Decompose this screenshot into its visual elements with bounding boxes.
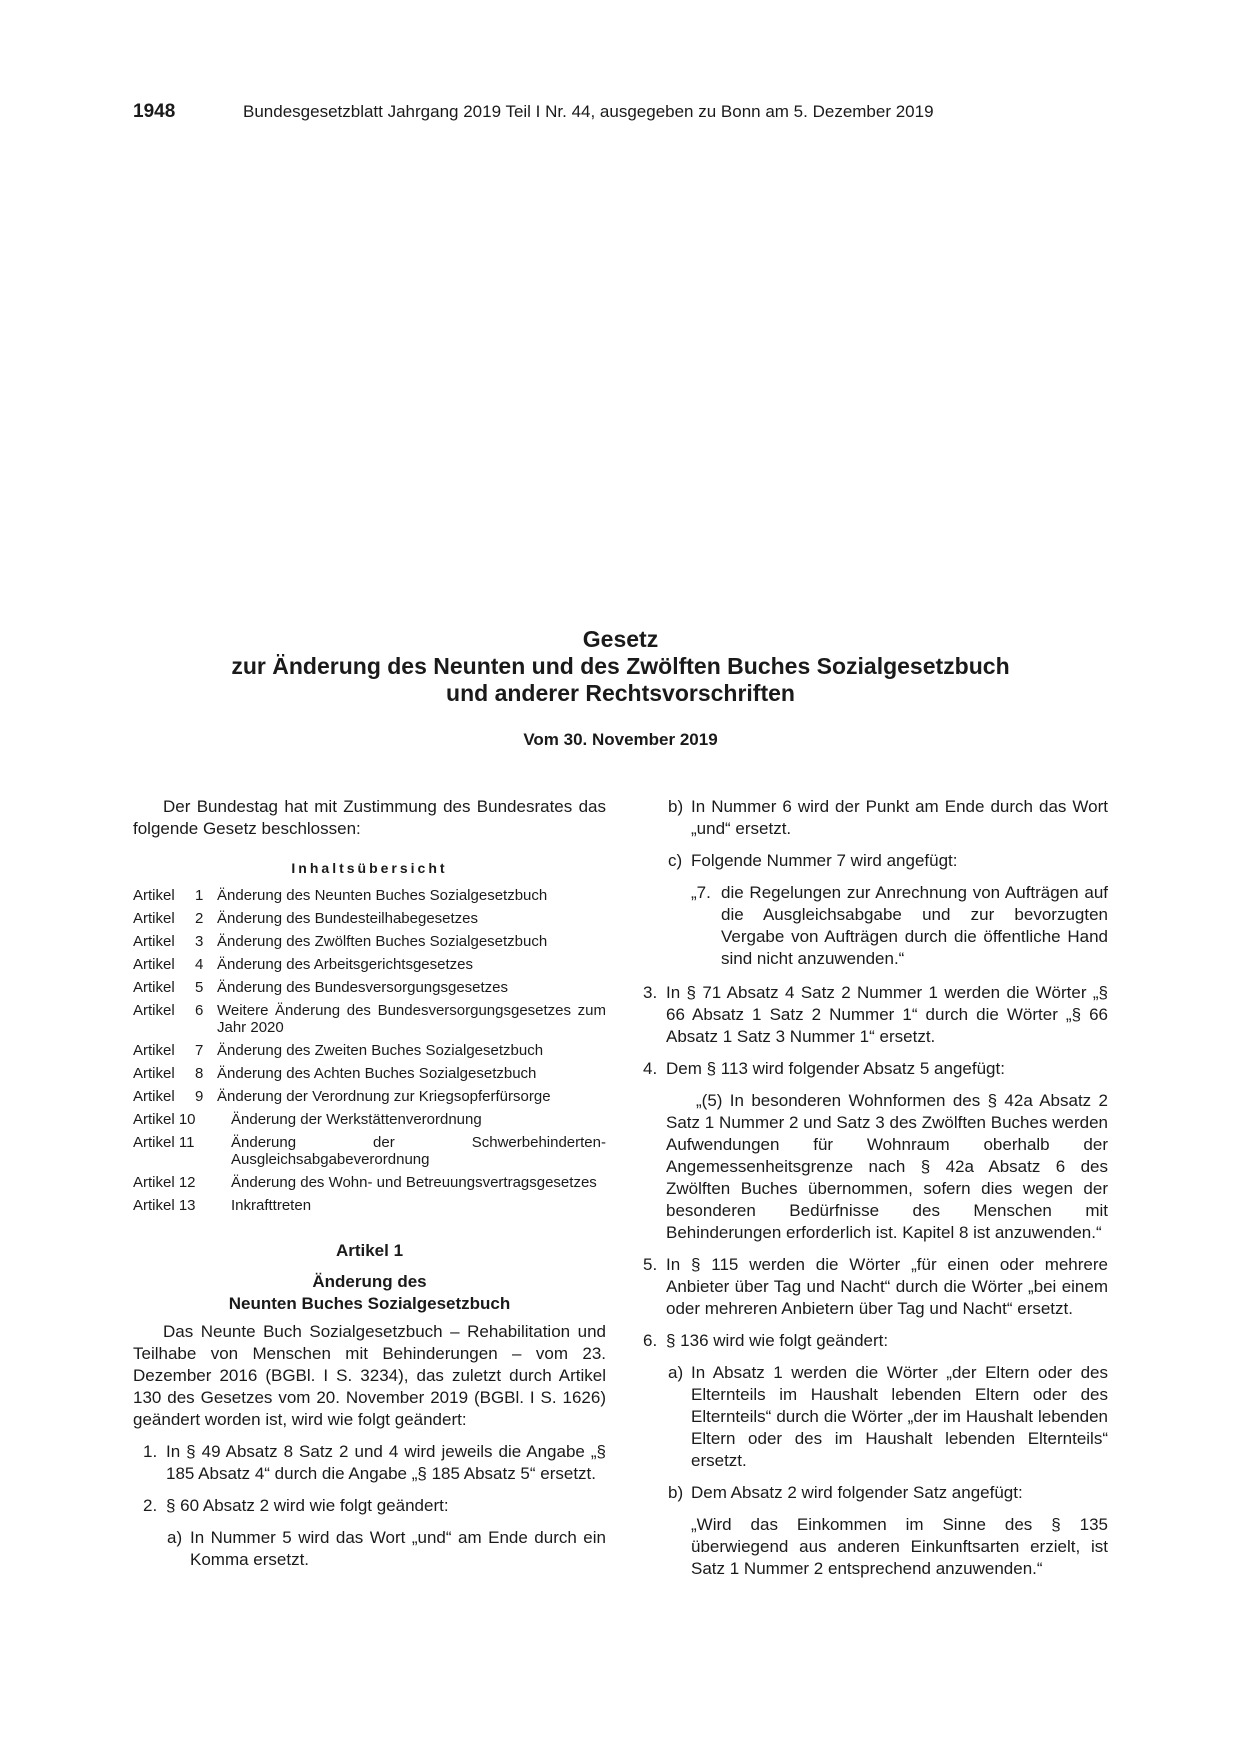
running-header: Bundesgesetzblatt Jahrgang 2019 Teil I Nr. 44, ausgegeben zu Bonn am 5. Dezember 2019 <box>243 102 934 121</box>
list-item <box>643 1482 1108 1504</box>
list-item <box>643 1362 1108 1472</box>
toc-row <box>133 1002 606 1036</box>
left-column <box>133 796 606 1571</box>
toc-article-title: Änderung des Bundesteilhabegesetzes <box>217 910 479 927</box>
toc-article-number: 4 <box>195 956 204 973</box>
toc-row <box>133 1197 606 1214</box>
list-item <box>133 1495 606 1517</box>
toc-row <box>133 933 606 950</box>
item-label: 6. <box>643 1331 658 1350</box>
title-line-2: zur Änderung des Neunten und des Zwölften Buches Sozialgesetzbuch <box>231 653 1010 679</box>
right-column <box>643 796 1108 1580</box>
toc-article-label: Artikel 13 <box>133 1197 196 1214</box>
list-item <box>643 1254 1108 1320</box>
toc-row <box>133 1134 606 1168</box>
item-text: In Nummer 6 wird der Punkt am Ende durch das Wort „und“ ersetzt. <box>691 797 1108 838</box>
item-text: die Regelungen zur Anrechnung von Aufträgen auf die Ausgleichsabgabe und zur bevorzugten Vergabe von Aufträgen durch die öffentliche Hand sind nicht anzuwenden.“ <box>721 883 1108 968</box>
toc-article-title: Änderung des Achten Buches Sozialgesetzbuch <box>217 1065 537 1082</box>
list-item <box>643 982 1108 1048</box>
toc-article-title: Änderung des Neunten Buches Sozialgesetzbuch <box>217 887 548 904</box>
toc-article-number: 6 <box>195 1002 204 1019</box>
toc-article-label: Artikel 10 <box>133 1111 196 1128</box>
toc-article-title: Änderung des Bundesversorgungsgesetzes <box>217 979 509 996</box>
toc-row <box>133 1088 606 1105</box>
toc-article-label: Artikel <box>133 1002 175 1019</box>
list-item <box>643 1058 1108 1080</box>
item-text: § 60 Absatz 2 wird wie folgt geändert: <box>166 1496 449 1515</box>
title-block <box>0 626 1241 750</box>
toc-article-title: Änderung der Werkstättenverordnung <box>231 1111 482 1128</box>
toc-article-title: Änderung des Zweiten Buches Sozialgesetzbuch <box>217 1042 544 1059</box>
toc-article-title: Änderung des Arbeitsgerichtsgesetzes <box>217 956 473 973</box>
article-1-subheading-line-2: Neunten Buches Sozialgesetzbuch <box>228 1294 511 1313</box>
item-text: § 136 wird wie folgt geändert: <box>666 1331 889 1350</box>
item-label: 2. <box>143 1496 158 1515</box>
toc-article-title: Änderung der Verordnung zur Kriegsopferfürsorge <box>217 1088 551 1105</box>
toc-article-number: 3 <box>195 933 204 950</box>
toc-row <box>133 1174 606 1191</box>
toc-article-label: Artikel <box>133 887 175 904</box>
toc-article-number: 2 <box>195 910 204 927</box>
toc-article-label: Artikel <box>133 1088 175 1105</box>
item-text: In § 49 Absatz 8 Satz 2 und 4 wird jeweils die Angabe „§ 185 Absatz 4“ durch die Angabe „§ 185 Absatz 5“ ersetzt. <box>166 1442 606 1483</box>
list-item <box>643 796 1108 840</box>
toc-article-label: Artikel 12 <box>133 1174 196 1191</box>
toc-heading: Inhaltsübersicht <box>291 860 448 876</box>
toc-row <box>133 956 606 973</box>
list-item <box>643 1330 1108 1352</box>
toc-row <box>133 1065 606 1082</box>
article-1-heading: Artikel 1 <box>335 1241 404 1260</box>
toc-row <box>133 1042 606 1059</box>
toc-article-label: Artikel 11 <box>133 1134 195 1151</box>
item-label: b) <box>668 1483 684 1502</box>
toc-article-title: Inkrafttreten <box>231 1197 312 1214</box>
toc-article-title: Weitere Änderung des Bundesversorgungsgesetzes zum Jahr 2020 <box>217 1002 606 1036</box>
item-label: „7. <box>691 883 711 902</box>
item-text: Dem § 113 wird folgender Absatz 5 angefügt: <box>666 1059 1005 1078</box>
toc-article-number: 7 <box>195 1042 204 1059</box>
toc-article-title: Änderung des Wohn- und Betreuungsvertragsgesetzes <box>231 1174 597 1191</box>
item-label: 3. <box>643 983 658 1002</box>
toc-article-label: Artikel <box>133 910 175 927</box>
item-text: In § 71 Absatz 4 Satz 2 Nummer 1 werden die Wörter „§ 66 Absatz 1 Satz 2 Nummer 1“ durch die Wörter „§ 66 Absatz 1 Satz 3 Nummer 1“ ersetzt. <box>666 983 1108 1046</box>
item-label: 5. <box>643 1255 658 1274</box>
toc-article-number: 9 <box>195 1088 204 1105</box>
toc-row <box>133 979 606 996</box>
toc-article-label: Artikel <box>133 956 175 973</box>
toc-article-title: Änderung der Schwerbehinderten-Ausgleichsabgabeverordnung <box>231 1134 606 1168</box>
title-line-1: Gesetz <box>582 626 659 652</box>
item-text: Dem Absatz 2 wird folgender Satz angefügt: <box>691 1483 1023 1502</box>
toc-article-label: Artikel <box>133 1042 175 1059</box>
article-1-subheading-line-1: Änderung des <box>312 1272 427 1291</box>
toc-article-number: 5 <box>195 979 204 996</box>
toc-article-label: Artikel <box>133 979 175 996</box>
item-text: In Nummer 5 wird das Wort „und“ am Ende durch ein Komma ersetzt. <box>190 1528 606 1569</box>
item-label: 1. <box>143 1442 158 1461</box>
quote-paragraph: „Wird das Einkommen im Sinne des § 135 überwiegend aus anderen Einkunftsarten erzielt, ist Satz 1 Nummer 2 entsprechend anzuwenden.“ <box>691 1515 1108 1578</box>
toc-row <box>133 887 606 904</box>
item-text: In Absatz 1 werden die Wörter „der Eltern oder des Elternteils im Haushalt lebenden Eltern oder des Elternteils“ durch die Wörter „der im Haushalt lebenden Eltern oder des im Haushalt lebenden Elternteils“ ersetzt. <box>691 1363 1108 1470</box>
toc-list <box>133 887 606 1214</box>
toc-article-label: Artikel <box>133 1065 175 1082</box>
item-label: c) <box>668 851 683 870</box>
toc-row <box>133 910 606 927</box>
list-item <box>643 882 1108 970</box>
list-item <box>133 1441 606 1485</box>
article-1-subheading <box>133 1271 606 1315</box>
quote-paragraph: „(5) In besonderen Wohnformen des § 42a Absatz 2 Satz 1 Nummer 2 und Satz 3 des Zwölften Buches werden Aufwendungen für Wohnraum oberhalb der Angemessenheitsgrenze nach § 42a Absatz 6 des Zwölften Buches übernommen, sofern dies wegen der besonderen Bedürfnisse des Menschen mit Behinderungen erforderlich ist. Kapitel 8 ist anzuwenden.“ <box>666 1091 1108 1242</box>
toc-row <box>133 1111 606 1128</box>
item-label: b) <box>668 797 684 816</box>
item-label: 4. <box>643 1059 658 1078</box>
law-date: Vom 30. November 2019 <box>523 730 718 749</box>
toc-article-number: 1 <box>195 887 204 904</box>
item-text: In § 115 werden die Wörter „für einen oder mehrere Anbieter über Tag und Nacht“ durch die Wörter „bei einem oder mehreren Anbietern über Tag und Nacht“ ersetzt. <box>666 1255 1108 1318</box>
article-1-intro: Das Neunte Buch Sozialgesetzbuch – Rehabilitation und Teilhabe von Menschen mit Behinderungen – vom 23. Dezember 2016 (BGBl. I S. 3234), das zuletzt durch Artikel 130 des Gesetzes vom 20. November 2019 (BGBl. I S. 1626) geändert worden ist, wird wie folgt geändert: <box>133 1322 606 1429</box>
title-line-3: und anderer Rechtsvorschriften <box>446 680 795 706</box>
item-text: Folgende Nummer 7 wird angefügt: <box>691 851 958 870</box>
toc-article-label: Artikel <box>133 933 175 950</box>
preamble: Der Bundestag hat mit Zustimmung des Bundesrates das folgende Gesetz beschlossen: <box>133 797 606 838</box>
toc-article-number: 8 <box>195 1065 204 1082</box>
toc-article-title: Änderung des Zwölften Buches Sozialgesetzbuch <box>217 933 548 950</box>
item-label: a) <box>167 1528 183 1547</box>
list-item <box>643 850 1108 872</box>
page-number: 1948 <box>133 101 176 122</box>
list-item <box>133 1527 606 1571</box>
item-label: a) <box>668 1363 684 1382</box>
